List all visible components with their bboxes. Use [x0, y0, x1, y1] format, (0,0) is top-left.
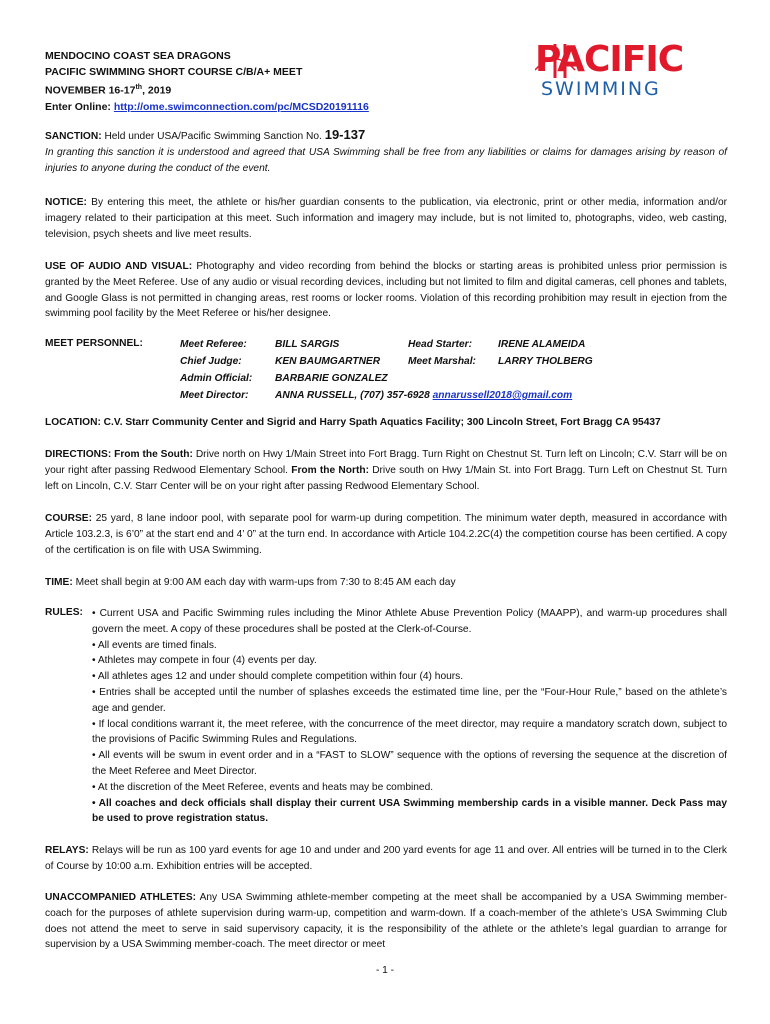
relays-section: RELAYS: Relays will be run as 100 yard events for age 10 and under and 200 yard events for age 11 and over. All entries will be turned in to the Clerk of Course by 10:00 a.m. Exhibition entries will be accepted. [45, 845, 727, 872]
rule-item: • At the discretion of the Meet Referee, events and heats may be combined. [92, 781, 434, 793]
header-meet-title: PACIFIC SWIMMING SHORT COURSE C/B/A+ MEET [45, 66, 303, 78]
sanction-disclaimer: In granting this sanction it is understood and agreed that USA Swimming shall be free from any liabilities or claims for damages arising by reason of injuries to anyone during the conduct of the event. [45, 146, 727, 174]
personnel-right-names: IRENE ALAMEIDA LARRY THOLBERG [498, 339, 593, 367]
header-date: NOVEMBER 16-17th, 2019 [45, 84, 172, 97]
personnel-roles: Meet Referee: Chief Judge: Admin Official: Meet Director: [180, 339, 253, 401]
time-section: TIME: Meet shall begin at 9:00 AM each day with warm-ups from 7:30 to 8:45 AM each day [45, 577, 456, 588]
logo-word-pacific: PACIFIC [535, 39, 684, 80]
sanction-section: SANCTION: Held under USA/Pacific Swimming Sanction No. 19-137 In granting this sanction it is understood and agreed that USA Swimming shall be free from any liabilities or claims for damages arising by reason of injuries to anyone during the conduct of the event. [45, 127, 727, 176]
audio-visual-section: USE OF AUDIO AND VISUAL: Photography and video recording from behind the blocks or starting areas is prohibited unless prior permission is granted by the Meet Referee. Use of any audio or visual recording devices, including but not limited to film and digital cameras, cell phones and tablets, and Google Glass is not permitted in changing areas, rest rooms or locker rooms. Violation of this recording prohibition may result in ejection from the swimming pool facility by the Meet Referee or his/her designee. [45, 261, 727, 320]
notice-section: NOTICE: By entering this meet, the athlete or his/her guardian consents to the publication, via electronic, print or other media, information and/or imagery related to their participation at this meet. Such information and imagery may include, but is not limited to, photographs, video, web casting, television, psych sheets and live meet results. [45, 197, 727, 240]
logo-word-swimming: SWIMMING [541, 78, 661, 100]
rule-item: • If local conditions warrant it, the meet referee, with the concurrence of the meet director, may require a mandatory scratch down, subject to the provisions of Pacific Swimming Rules and Regulations. [92, 718, 727, 746]
rule-item-membership: • All coaches and deck officials shall display their current USA Swimming membership cards in a visible manner. Deck Pass may be used to prove registration status. [92, 797, 727, 825]
header-host-club: MENDOCINO COAST SEA DRAGONS [45, 50, 231, 62]
rule-item: • Athletes may compete in four (4) events per day. [92, 655, 317, 667]
meet-director-email-link[interactable]: annarussell2018@gmail.com [432, 390, 573, 401]
meet-header [45, 48, 369, 115]
directions-section: DIRECTIONS: From the South: Drive north on Hwy 1/Main Street into Fort Bragg. Turn Right on Chestnut St. Turn left on Lincoln; C.V. Starr will be on your right after passing Redwood Elementary School. From the North: Drive south on Hwy 1/Main St. into Fort Bragg. Turn Left on Chestnut St. Turn left on Lincoln, C.V. Starr Center will be on your right after passing Redwood Elementary School. [45, 449, 727, 492]
rule-item: • All athletes ages 12 and under should complete competition within four (4) hours. [92, 671, 464, 683]
rule-item: • All events are timed finals. [92, 639, 217, 651]
sanction-number: 19-137 [324, 127, 366, 142]
rule-item: • Current USA and Pacific Swimming rules including the Minor Athlete Abuse Prevention Policy (MAAPP), and warm-up procedures shall govern the meet. A copy of these procedures shall be posted at the Clerk-of-Course. [92, 608, 727, 635]
rules-list [92, 606, 727, 827]
rule-item: • Entries shall be accepted until the number of splashes exceeds the estimated time line, per the “Four-Hour Rule,” based on the athlete’s age and gender. [92, 686, 727, 714]
rule-item: • All events will be swum in event order and in a “FAST to SLOW” sequence with the options of reversing the sequence at the discretion of the Meet Referee and Meet Director. [92, 750, 727, 777]
meet-personnel-label: MEET PERSONNEL: [45, 338, 143, 349]
pacific-swimming-logo [535, 40, 715, 106]
unaccompanied-section: UNACCOMPANIED ATHLETES: Any USA Swimming athlete-member competing at the meet shall be accompanied by a USA Swimming member-coach for the purposes of athlete supervision during warm-up, competition and warm-down. If a coach-member of the athlete’s USA Swimming Club does not attend the meet to serve in said supervisory capacity, it is the responsibility of the athlete or the athlete’s legal guardian to arrange for supervision by a USA Swimming member-coach. The meet director or meet [45, 892, 727, 951]
personnel-names: BILL SARGIS KEN BAUMGARTNER BARBARIE GONZALEZ ANNA RUSSELL, (707) 357-6928 annarussell2018@gmail.com [275, 339, 573, 401]
header-enter-online: Enter Online: http://ome.swimconnection.com/pc/MCSD20191116 [45, 100, 369, 113]
course-section: COURSE: 25 yard, 8 lane indoor pool, with separate pool for warm-up during competition. The minimum water depth, measured in accordance with Article 103.2.3, is 6’0” at the start end and 4’ 0” at the turn end. In accordance with Article 104.2.2C(4) the competition course has been certified. A copy of the certification is on file with USA Swimming. [45, 513, 727, 556]
rules-label: RULES: [45, 607, 83, 618]
personnel-right-roles: Head Starter: Meet Marshal: [408, 339, 476, 367]
location-section: LOCATION: C.V. Starr Community Center and Sigrid and Harry Spath Aquatics Facility; 300 Lincoln Street, Fort Bragg CA 95437 [45, 417, 661, 428]
entry-link[interactable]: http://ome.swimconnection.com/pc/MCSD20191116 [113, 100, 369, 113]
page-number: - 1 - [375, 965, 395, 976]
